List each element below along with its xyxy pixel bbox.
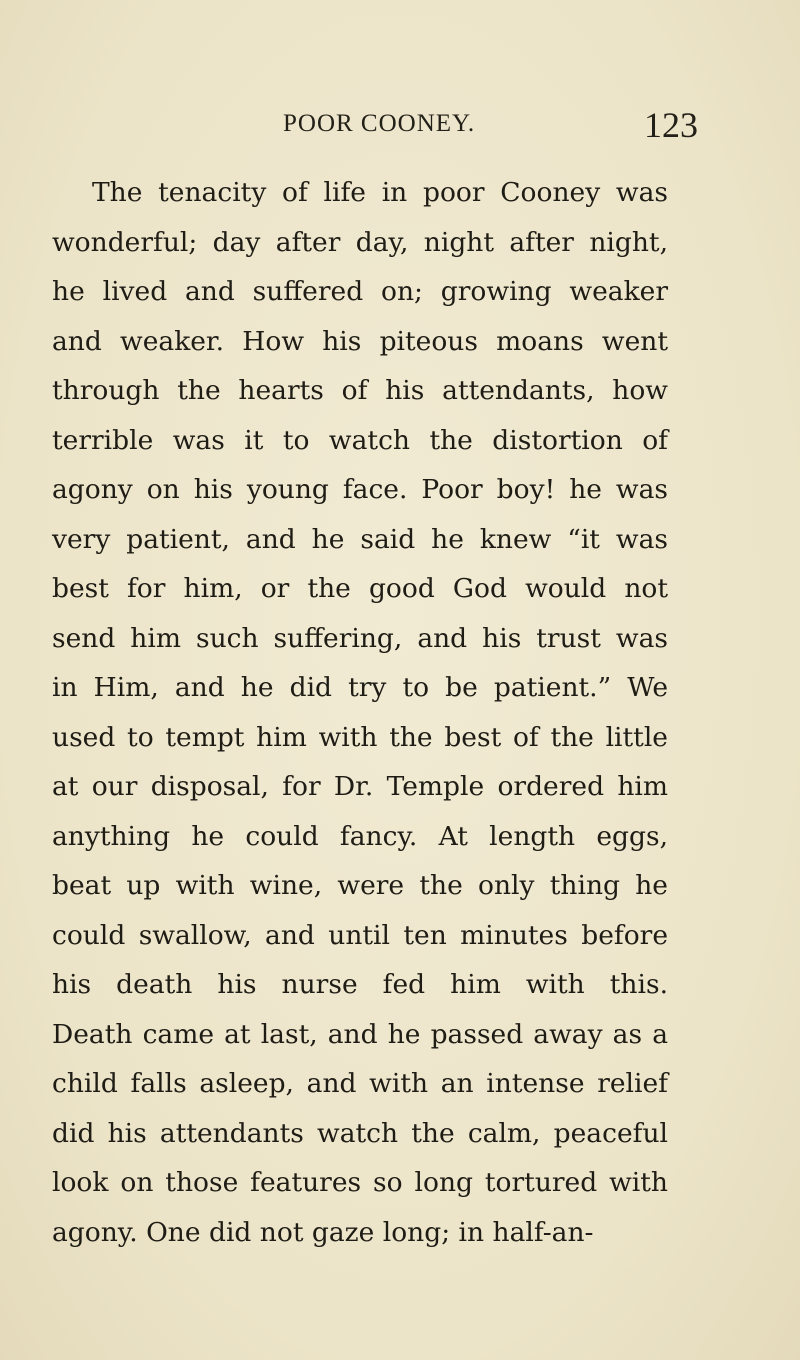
text-line: did his attendants watch the calm, peaceful [52,1117,668,1149]
text-line: used to tempt him with the best of the little [52,721,668,753]
running-title: POOR COONEY. [283,110,476,137]
text-line: best for him, or the good God would not [52,573,668,604]
page-number: 123 [644,105,698,145]
text-line: in Him, and he did try to be patient.” We [52,672,668,703]
text-line: child falls asleep, and with an intense relief [52,1068,668,1099]
text-line: could swallow, and until ten minutes before [52,919,668,951]
text-line: The tenacity of life in poor Cooney was [92,177,668,208]
text-line: agony on his young face. Poor boy! he was [52,474,668,505]
text-line: and weaker. How his piteous moans went [52,325,668,357]
text-line: look on those features so long tortured with [52,1167,668,1198]
text-line: his death his nurse fed him with this. [52,969,668,1000]
text-line: very patient, and he said he knew “it was [52,523,668,555]
text-line: Death came at last, and he passed away as a [52,1018,668,1050]
text-line: at our disposal, for Dr. Temple ordered him [52,771,668,802]
text-line: send him such suffering, and his trust was [52,622,668,654]
text-line: anything he could fancy. At length eggs, [52,820,668,852]
text-line: beat up with wine, were the only thing he [52,870,668,901]
text-line: terrible was it to watch the distortion of [52,424,668,456]
text-line: wonderful; day after day, night after night, [52,226,668,258]
body-text [52,168,668,1257]
text-line: agony. One did not gaze long; in half-an- [52,1216,594,1248]
text-line: he lived and suffered on; growing weaker [52,276,668,307]
running-head [0,104,800,144]
text-line: through the hearts of his attendants, how [52,375,668,406]
